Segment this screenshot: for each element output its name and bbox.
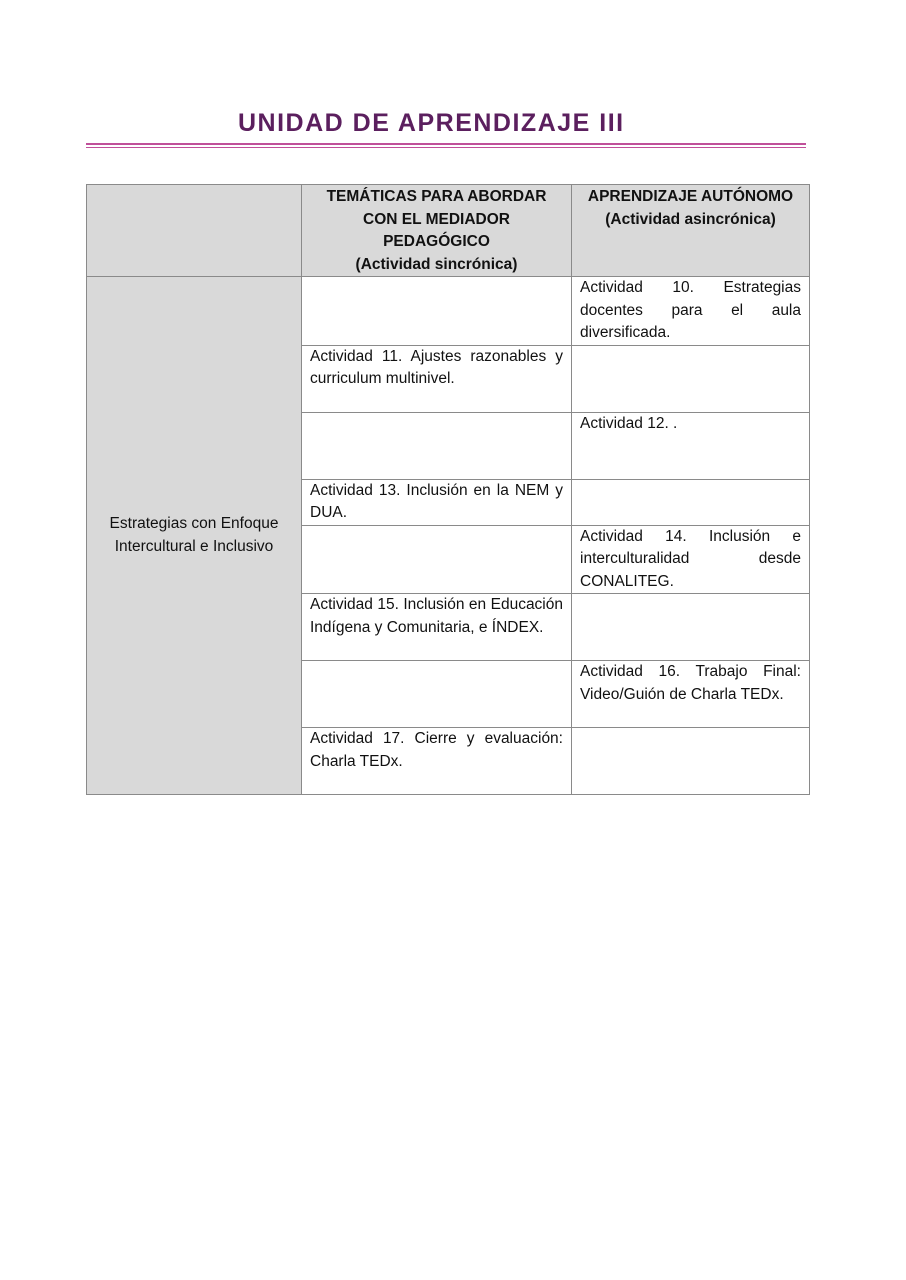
topic-cell [87,277,302,795]
header-line: (Actividad asincrónica) [605,210,776,228]
header-sync-column [302,185,572,277]
sync-cell: Actividad 13. Inclusión en la NEM y DUA. [302,479,572,525]
header-line: CON EL MEDIADOR [363,210,510,228]
sync-cell [302,525,572,594]
async-cell [572,594,810,661]
page-title: UNIDAD DE APRENDIZAJE III [238,109,625,137]
header-empty-cell [87,185,302,277]
header-line: TEMÁTICAS PARA ABORDAR [326,188,547,205]
sync-cell: Actividad 17. Cierre y evaluación: Charla TEDx. [302,728,572,795]
title-underline-thin [86,147,806,148]
sync-cell [302,661,572,728]
async-cell [572,345,810,412]
table-row [87,277,810,346]
sync-cell: Actividad 11. Ajustes razonables y curriculum multinivel. [302,345,572,412]
header-line: (Actividad sincrónica) [355,255,518,273]
activities-table [86,184,810,795]
async-cell: Actividad 16. Trabajo Final: Video/Guión de Charla TEDx. [572,661,810,728]
header-line: PEDAGÓGICO [383,233,490,250]
table-header-row [87,185,810,277]
async-cell: Actividad 14. Inclusión e interculturalidad desde CONALITEG. [572,525,810,594]
async-cell: Actividad 10. Estrategias docentes para el aula diversificada. [572,277,810,346]
topic-line: Estrategias con Enfoque [109,515,279,532]
sync-cell [302,277,572,346]
title-underline [86,143,806,145]
async-cell: Actividad 12. . [572,412,810,479]
topic-line: Intercultural e Inclusivo [114,537,274,555]
async-cell [572,479,810,525]
sync-cell: Actividad 15. Inclusión en Educación Indígena y Comunitaria, e ÍNDEX. [302,594,572,661]
async-cell [572,728,810,795]
sync-cell [302,412,572,479]
header-async-column [572,185,810,277]
header-line: APRENDIZAJE AUTÓNOMO [587,188,794,205]
